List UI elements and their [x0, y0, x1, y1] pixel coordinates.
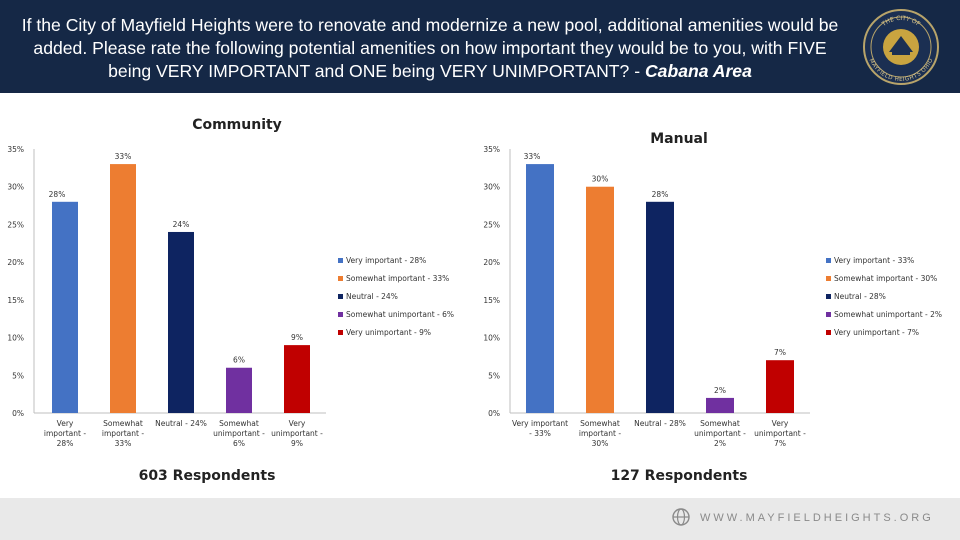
legend-swatch: [338, 294, 343, 299]
bar: [226, 368, 252, 413]
y-tick-label: 5%: [12, 371, 24, 381]
city-seal-logo: [862, 8, 940, 86]
community-chart-svg: [0, 93, 480, 498]
slide-question: If the City of Mayfield Heights were to renovate and modernize a new pool, additional amenities would be added. Please rate the following potential amenities on how important they would be to you, with FIVE being VERY IMPORTANT and ONE being VERY UNIMPORTANT? -: [21, 15, 839, 81]
y-tick-label: 10%: [7, 333, 24, 343]
legend-swatch: [826, 312, 831, 317]
legend-label: Very important - 28%: [346, 256, 427, 265]
manual-chart: [474, 93, 960, 498]
slide-subtitle: Cabana Area: [644, 61, 752, 81]
y-tick-label: 35%: [7, 145, 24, 154]
y-tick-label: 5%: [488, 371, 500, 381]
y-tick-label: 0%: [488, 409, 500, 418]
slide-title: [4, 14, 856, 83]
bar: [168, 232, 194, 413]
x-tick-label: 9%: [291, 439, 303, 448]
y-tick-label: 15%: [483, 295, 500, 305]
data-label: 2%: [714, 385, 726, 395]
legend-label: Somewhat important - 30%: [834, 274, 938, 283]
x-tick-label: Somewhat: [103, 419, 143, 428]
legend-swatch: [826, 258, 831, 263]
x-tick-label: 30%: [591, 439, 609, 448]
respondents-count: 127 Respondents: [610, 468, 748, 484]
x-tick-label: Very: [771, 419, 789, 428]
x-tick-label: unimportant -: [694, 429, 746, 438]
x-tick-label: Somewhat: [700, 419, 740, 428]
seal-text-bottom: MAYFIELD HEIGHTS OHIO: [867, 57, 935, 84]
y-tick-label: 10%: [483, 333, 500, 343]
x-tick-label: 33%: [114, 439, 132, 448]
y-tick-label: 20%: [7, 258, 24, 268]
globe-icon: [672, 508, 690, 526]
y-tick-label: 30%: [483, 182, 500, 192]
footer-bar: [0, 498, 960, 540]
x-tick-label: - 33%: [529, 429, 551, 438]
y-tick-label: 30%: [7, 182, 24, 192]
data-label: 9%: [291, 333, 303, 343]
x-tick-label: Somewhat: [219, 419, 259, 428]
slide-content: [0, 93, 960, 498]
x-tick-label: important -: [101, 429, 145, 438]
legend-swatch: [826, 294, 831, 299]
respondents-count: 603 Respondents: [138, 468, 276, 484]
x-tick-label: unimportant -: [754, 429, 806, 438]
x-tick-label: 28%: [56, 439, 74, 448]
x-tick-label: 7%: [774, 439, 786, 448]
legend-label: Very important - 33%: [834, 256, 915, 265]
x-tick-label: Very: [56, 419, 74, 428]
data-label: 7%: [774, 348, 786, 358]
legend-label: Somewhat important - 33%: [346, 274, 450, 283]
legend-swatch: [338, 330, 343, 335]
legend-label: Neutral - 24%: [346, 292, 398, 301]
chart-title: Community: [192, 117, 282, 133]
bar: [284, 345, 310, 413]
data-label: 6%: [233, 355, 245, 365]
legend-label: Very unimportant - 9%: [346, 328, 432, 337]
data-label: 30%: [591, 174, 609, 184]
y-tick-label: 0%: [12, 409, 24, 418]
data-label: 33%: [523, 152, 541, 162]
legend-label: Somewhat unimportant - 6%: [346, 310, 455, 319]
bar: [526, 164, 554, 413]
community-chart: [0, 93, 480, 498]
x-tick-label: important -: [43, 429, 87, 438]
manual-chart-svg: [474, 93, 960, 498]
bar: [706, 398, 734, 413]
legend-swatch: [826, 276, 831, 281]
x-tick-label: unimportant -: [271, 429, 323, 438]
legend-swatch: [338, 312, 343, 317]
legend-swatch: [338, 258, 343, 263]
seal-text-top: THE CITY OF: [880, 14, 922, 28]
data-label: 24%: [172, 219, 190, 229]
x-tick-label: unimportant -: [213, 429, 265, 438]
x-tick-label: Somewhat: [580, 419, 620, 428]
legend-swatch: [826, 330, 831, 335]
y-tick-label: 25%: [483, 220, 500, 230]
legend-swatch: [338, 276, 343, 281]
bar: [52, 202, 78, 413]
data-label: 33%: [114, 152, 132, 162]
header-banner: [0, 0, 960, 93]
bar: [766, 360, 794, 413]
x-tick-label: 2%: [714, 439, 726, 448]
data-label: 28%: [48, 189, 66, 199]
website-url[interactable]: WWW.MAYFIELDHEIGHTS.ORG: [700, 512, 934, 524]
legend-label: Very unimportant - 7%: [834, 328, 920, 337]
legend-label: Neutral - 28%: [834, 292, 886, 301]
x-tick-label: Neutral - 28%: [634, 419, 686, 428]
x-tick-label: important -: [578, 429, 622, 438]
bar: [110, 164, 136, 413]
bar: [586, 187, 614, 413]
x-tick-label: Neutral - 24%: [155, 419, 207, 428]
y-tick-label: 35%: [483, 145, 500, 154]
y-tick-label: 20%: [483, 258, 500, 268]
legend-label: Somewhat unimportant - 2%: [834, 310, 943, 319]
x-tick-label: Very important: [511, 419, 569, 428]
y-tick-label: 25%: [7, 220, 24, 230]
x-tick-label: Very: [288, 419, 306, 428]
y-tick-label: 15%: [7, 295, 24, 305]
data-label: 28%: [651, 189, 669, 199]
x-tick-label: 6%: [233, 439, 245, 448]
chart-title: Manual: [650, 131, 708, 147]
bar: [646, 202, 674, 413]
